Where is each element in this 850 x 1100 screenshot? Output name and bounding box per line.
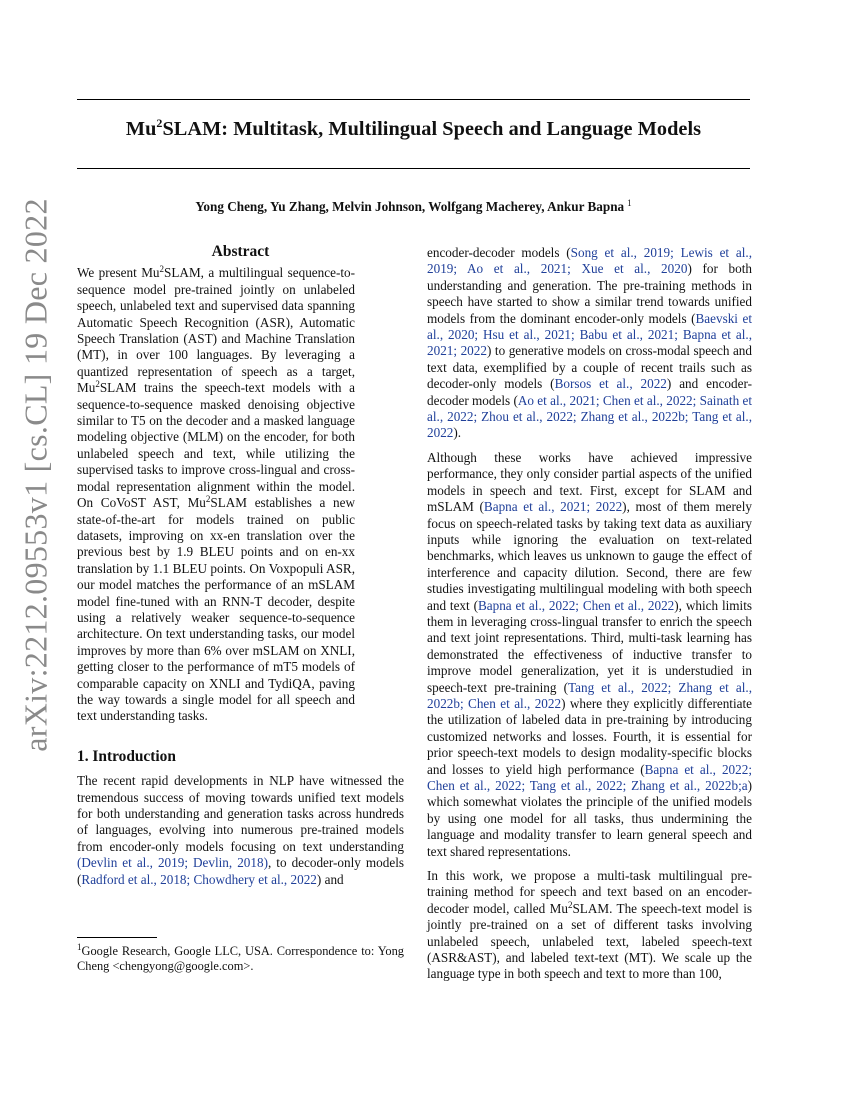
footnote-mark: 1 <box>77 942 82 952</box>
intro-paragraph-4: In this work, we propose a multi-task multilingual pre-training method for speech and text based on an encoder-decoder model, called Mu$^2$SLAM. The speech-text model is jointly pre-trained on a set of different tasks involving unlabeled speech, unlabeled text, labeled speech-text (ASR&AST), and labeled text-text (MT). We scale up the language type in both speech and text to more than 100, <box>427 868 752 982</box>
author-list: Yong Cheng, Yu Zhang, Melvin Johnson, Wolfgang Macherey, Ankur Bapna $^1$ <box>195 198 632 214</box>
arxiv-identifier: arXiv:2212.09553v1 [cs.CL] 19 Dec 2022 <box>17 198 54 752</box>
title-bottom-rule <box>77 168 750 169</box>
citation-link[interactable]: Borsos et al., 2022 <box>554 376 667 392</box>
intro-paragraph-3: Although these works have achieved impressive performance, they only consider partial aspects of the unified models in speech and text. First, except for SLAM and mSLAM (Bapna et al., 2021; 2022), most of them merely focus on speech-related tasks by taking text data as auxiliary inputs while ignoring the evaluation on text-related benchmarks, which leaves us unknown to gauge the effect of interference and capacity dilution. Second, there are few studies investigating multilingual modeling with both speech and text (Bapna et al., 2022; Chen et al., 2022), which limits them in leveraging cross-lingual transfer to enrich the speech and text joint representations. Third, multi-task learning has demonstrated the effectiveness of inductive transfer to improve model generalization, yet it is understudied in speech-text pre-training (Tang et al., 2022; Zhang et al., 2022b; Chen et al., 2022) where they explicitly differentiate the utilization of labeled data in pre-training by introducing customized networks and losses. Fourth, it is essential for prior speech-text models to design modality-specific blocks and losses to yield high performance (Bapna et al., 2022; Chen et al., 2022; Tang et al., 2022; Zhang et al., 2022b;a) which somewhat violates the principle of the unified models by using one model for all tasks, thus undermining the language and modality transfer to learn general speech and text shared representations. <box>427 449 752 859</box>
left-column <box>77 244 404 888</box>
introduction-heading: 1. Introduction <box>77 747 176 765</box>
citation-link[interactable]: Ao et al., 2021; Chen et al., 2022; Sainath et al., 2022; Zhou et al., 2022; Zhang et al., 2022b; Tang et al., 2022 <box>427 392 752 441</box>
citation-link[interactable]: Bapna et al., 2022; Chen et al., 2022; Tang et al., 2022; Zhang et al., 2022b;a <box>427 761 752 793</box>
citation-link[interactable]: Song et al., 2019; Lewis et al., 2019; Ao et al., 2021; Xue et al., 2020 <box>427 245 752 277</box>
footnote-rule <box>77 937 157 938</box>
footnote-text: Google Research, Google LLC, USA. Correspondence to: Yong Cheng <chengyong@google.com>. <box>77 944 404 974</box>
intro-paragraph-2: encoder-decoder models (Song et al., 2019; Lewis et al., 2019; Ao et al., 2021; Xue et al., 2020) for both understanding and generation. The pre-training methods in speech have started to show a similar trend towards unified models from the dominant encoder-only models (Baevski et al., 2020; Hsu et al., 2021; Babu et al., 2021; Bapna et al., 2021; 2022) to generative models on cross-modal speech and text data, exemplified by a couple of recent trails such as decoder-only models (Borsos et al., 2022) and encoder-decoder models (Ao et al., 2021; Chen et al., 2022; Sainath et al., 2022; Zhou et al., 2022; Zhang et al., 2022b; Tang et al., 2022). <box>427 245 752 441</box>
intro-paragraph-1: The recent rapid developments in NLP have witnessed the tremendous success of moving towards unified text models for both understanding and generation tasks across hundreds of languages, evolving into numerous pre-trained models from encoder-only models focusing on text understanding (Devlin et al., 2019; Devlin, 2018), to decoder-only models (Radford et al., 2018; Chowdhery et al., 2022) and <box>77 773 404 887</box>
footnote <box>77 937 404 974</box>
citation-link[interactable]: Baevski et al., 2020; Hsu et al., 2021; Babu et al., 2021; Bapna et al., 2021; 2022 <box>427 310 752 359</box>
citation-link[interactable]: Tang et al., 2022; Zhang et al., 2022b; Chen et al., 2022 <box>427 679 752 711</box>
citation-link[interactable]: (Devlin et al., 2019; Devlin, 2018) <box>77 855 268 871</box>
right-column <box>427 245 752 983</box>
title-top-rule <box>77 99 750 100</box>
citation-link[interactable]: Bapna et al., 2021; 2022 <box>483 499 623 515</box>
citation-link[interactable]: Bapna et al., 2022; Chen et al., 2022 <box>477 597 675 613</box>
affiliation-mark: 1 <box>627 198 632 208</box>
abstract-body: We present Mu$^2$SLAM, a multilingual sequence-to-sequence model pre-trained jointly on unlabeled speech, unlabeled text and supervised data spanning Automatic Speech Recognition (ASR), Automatic Speech Translation (AST) and Machine Translation (MT), in over 100 languages. By leveraging a quantized representation of speech as a target, Mu$^2$SLAM trains the speech-text models with a sequence-to-sequence masked denoising objective similar to T5 on the decoder and a masked language modeling objective (MLM) on the encoder, for both unlabeled speech and text, while utilizing the supervised tasks to improve cross-lingual and cross-modal representation alignment within the model. On CoVoST AST, Mu$^2$SLAM establishes a new state-of-the-art for models trained on public datasets, improving on xx-en translation over the previous best by 1.9 BLEU points and on en-xx translation by 1.1 BLEU points. On Voxpopuli ASR, our model matches the performance of an mSLAM model fine-tuned with an RNN-T decoder, despite using a relatively weaker sequence-to-sequence architecture. On text understanding tasks, our model improves by more than 6% over mSLAM on XNLI, getting closer to the performance of mT5 models of comparable capacity on XNLI and TydiQA, paving the way towards a single model for all speech and text understanding tasks. <box>77 264 355 724</box>
citation-link[interactable]: Radford et al., 2018; Chowdhery et al., 2022 <box>81 871 317 887</box>
paper-title: Mu$^2$SLAM: Multitask, Multilingual Speech and Language Models <box>125 116 702 140</box>
title-superscript: 2 <box>156 116 163 130</box>
abstract-heading: Abstract <box>211 243 270 260</box>
